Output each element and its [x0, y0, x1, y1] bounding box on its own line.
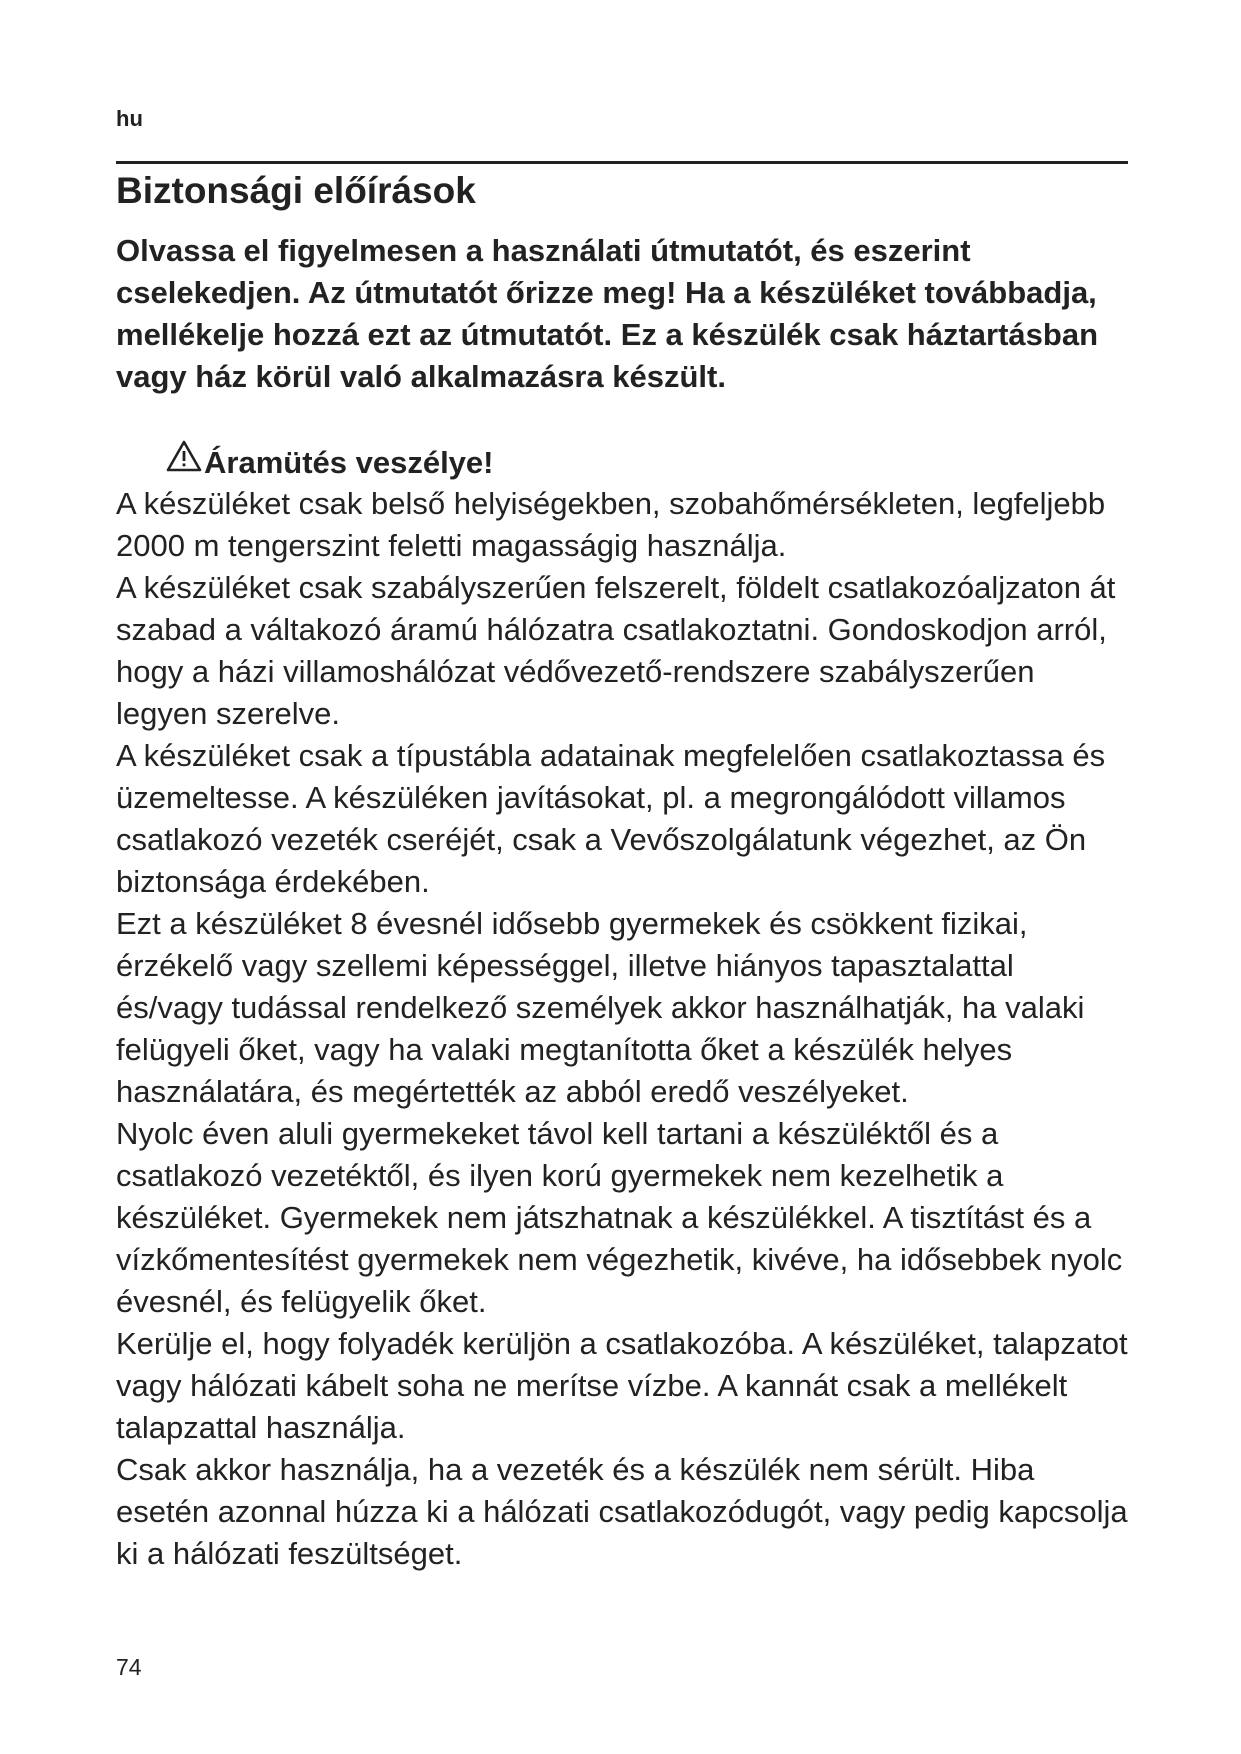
manual-page: [116, 0, 1128, 1754]
language-label: hu: [116, 106, 143, 131]
warning-heading-text: Áramütés veszélye!: [204, 444, 494, 480]
warning-triangle-icon: [166, 441, 204, 484]
warning-paragraph: Ezt a készüléket 8 évesnél idősebb gyermekek és csökkent fizikai, érzékelő vagy szellemi képességgel, illetve hiányos tapasztalattal és/vagy tudással rendelkező személyek akkor használhatják, ha valaki felügyeli őket, vagy ha valaki megtanította őket a készülék helyes használatára, és megértették az abból eredő veszélyeket.: [116, 906, 1085, 1109]
warning-heading: [166, 441, 494, 484]
warning-paragraph: Csak akkor használja, ha a vezeték és a készülék nem sérült. Hiba esetén azonnal húzza ki a hálózati csatlakozódugót, vagy pedig kapcsolja ki a hálózati feszültséget.: [116, 1452, 1128, 1571]
intro-paragraph: Olvassa el figyelmesen a használati útmutatót, és eszerint cselekedjen. Az útmutatót őrizze meg! Ha a készüléket továbbadja, mellékelje hozzá ezt az útmutatót. Ez a készülék csak háztartásban vagy ház körül való alkalmazásra készült.: [116, 233, 1099, 394]
warning-paragraph: Kerülje el, hogy folyadék kerüljön a csatlakozóba. A készüléket, talapzatot vagy hálózati kábelt soha ne merítse vízbe. A kannát csak a mellékelt talapzattal használja.: [116, 1326, 1128, 1445]
header-divider: [116, 161, 1128, 164]
page-number: 74: [116, 1654, 142, 1680]
warning-paragraph: A készüléket csak belső helyiségekben, szobahőmérsékleten, legfeljebb 2000 m tengerszint feletti magasságig használja.: [116, 486, 1106, 563]
warning-body: [116, 483, 1128, 1575]
warning-paragraph: A készüléket csak a típustábla adatainak megfelelően csatlakoztassa és üzemeltesse. A készüléken javításokat, pl. a megrongálódott villamos csatlakozó vezeték cseréjét, csak a Vevőszolgálatunk végezhet, az Ön biztonsága érdekében.: [116, 738, 1106, 899]
section-title: Biztonsági előírások: [116, 170, 476, 211]
warning-paragraph: A készüléket csak szabályszerűen felszerelt, földelt csatlakozóaljzaton át szabad a váltakozó áramú hálózatra csatlakoztatni. Gondoskodjon arról, hogy a házi villamoshálózat védővezető-rendszere szabályszerűen legyen szerelve.: [116, 570, 1116, 731]
warning-paragraph: Nyolc éven aluli gyermekeket távol kell tartani a készüléktől és a csatlakozó vezetéktől, és ilyen korú gyermekek nem kezelhetik a készüléket. Gyermekek nem játszhatnak a készülékkel. A tisztítást és a vízkőmentesítést gyermekek nem végezhetik, kivéve, ha idősebbek nyolc évesnél, és felügyelik őket.: [116, 1116, 1123, 1319]
